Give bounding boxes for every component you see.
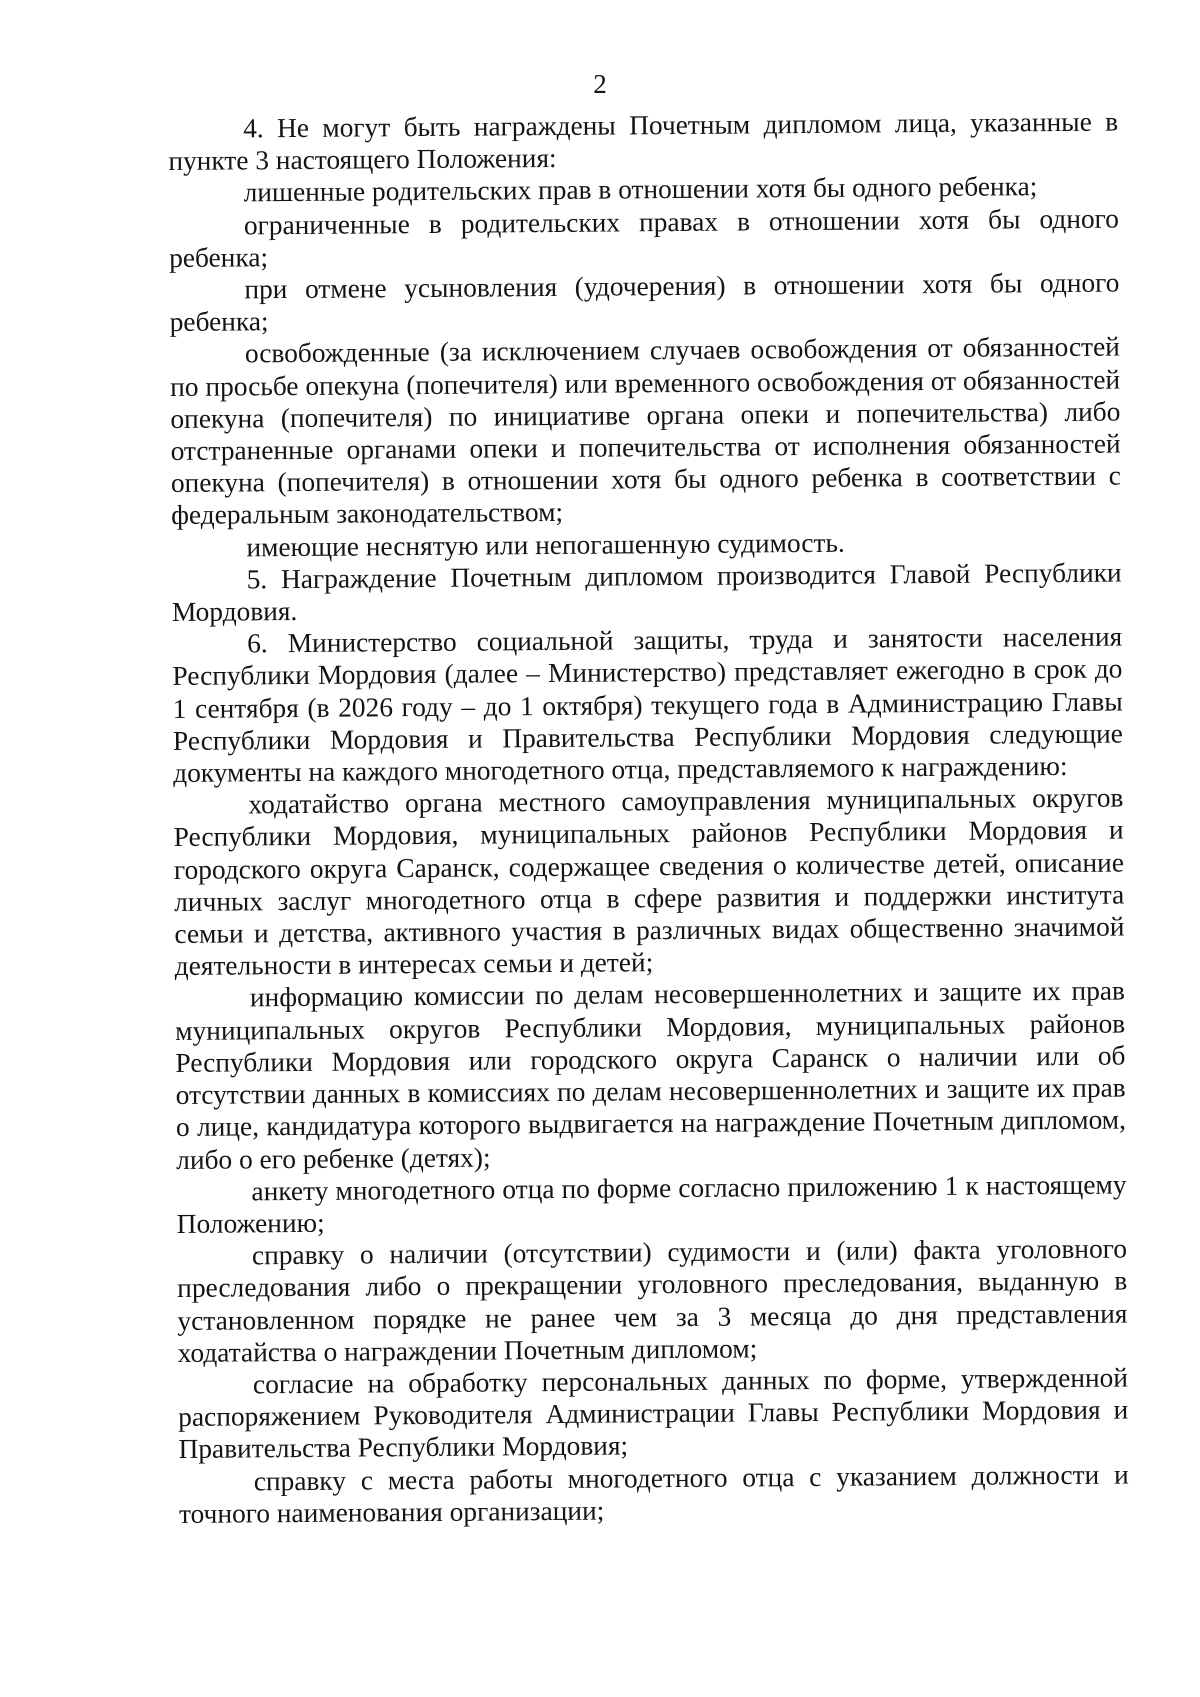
paragraph: лишенные родительских прав в отношении хотя бы одного ребенка; [243, 171, 1038, 208]
paragraph: при отмене усыновления (удочерения) в отношении хотя бы одного ребенка; [169, 267, 1120, 338]
paragraph: справку о наличии (отсутствии) судимости и (или) факта уголовного преследования либо о прекращении уголовного преследования, выданную в установленном порядке не ранее чем за 3 месяца до дня представления ходатайства о награждении Почетным дипломом; [177, 1233, 1128, 1368]
paragraph: освобожденные (за исключением случаев освобождения от обязанностей по просьбе опекуна (попечителя) или временного освобождения от обязанностей опекуна (попечителя) по инициативе органа опеки и попечительства) либо отстраненные органами опеки и попечительства от исполнения обязанностей опекуна (попечителя) в отношении хотя бы одного ребенка в соответствии с федеральным законодательством; [170, 331, 1121, 531]
document-body [168, 106, 1129, 1530]
paragraph: справку с места работы многодетного отца с указанием должности и точного наименования организации; [178, 1459, 1129, 1529]
paragraph: 5. Награждение Почетным дипломом производится Главой Республики Мордовия. [171, 557, 1122, 628]
paragraph: анкету многодетного отца по форме согласно приложению 1 к настоящему Положению; [176, 1169, 1127, 1239]
page-number: 2 [593, 69, 607, 99]
paragraph: ограниченные в родительских правах в отношении хотя бы одного ребенка; [169, 203, 1119, 273]
paragraph: 6. Министерство социальной защиты, труда и занятости населения Республики Мордовия (далее – Министерство) представляет ежегодно в срок до 1 сентября (в 2026 году – до 1 октября) текущего года в Администрацию Главы Республики Мордовия и Правительства Республики Мордовия следующие документы на каждого многодетного отца, представляемого к награждению: [172, 621, 1124, 789]
paragraph: 4. Не могут быть награждены Почетным дипломом лица, указанные в пункте 3 настоящего Положения: [168, 106, 1119, 177]
paragraph: информацию комиссии по делам несовершеннолетних и защите их прав муниципальных округов Республики Мордовия, муниципальных районов Республики Мордовия или городского округа Саранск о наличии или об отсутствии данных в комиссиях по делам несовершеннолетних и защите их прав о лице, кандидатура которого выдвигается на награждение Почетным дипломом, либо о его ребенке (детях); [175, 975, 1127, 1175]
paragraph: ходатайство органа местного самоуправления муниципальных округов Республики Мордовия, муниципальных районов Республики Мордовия и городского округа Саранск, содержащее сведения о количестве детей, описание личных заслуг многодетного отца в сфере развития и поддержки института семьи и детства, активного участия в различных видах общественно значимой деятельности в интересах семьи и детей; [173, 782, 1125, 982]
paragraph: согласие на обработку персональных данных по форме, утвержденной распоряжением Руководителя Администрации Главы Республики Мордовия и Правительства Республики Мордовия; [178, 1362, 1129, 1465]
paragraph: имеющие неснятую или непогашенную судимость. [246, 527, 845, 563]
